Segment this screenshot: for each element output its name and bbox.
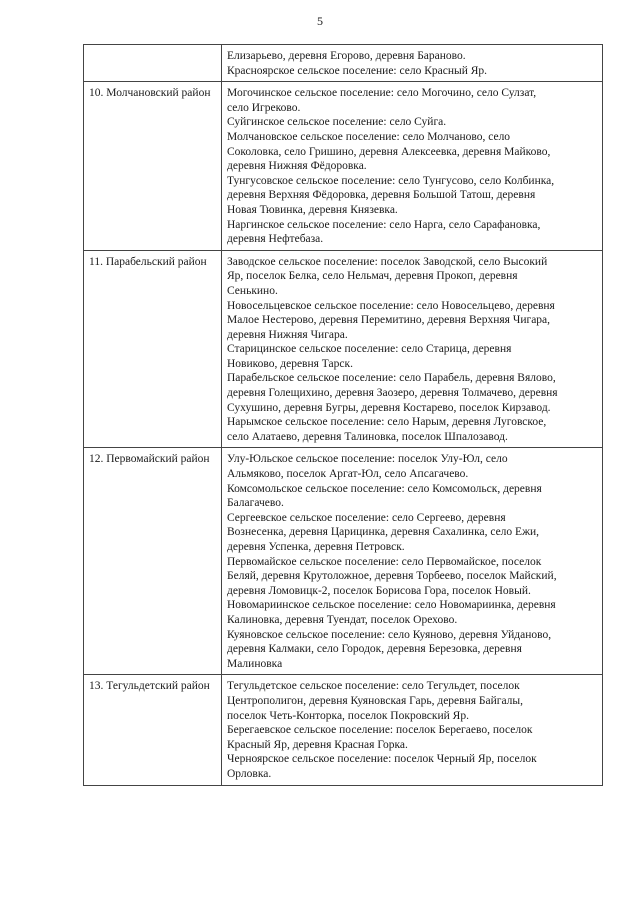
settlement-line: Малое Нестерово, деревня Перемитино, деревня Верхняя Чигара, bbox=[227, 314, 551, 327]
settlement-line: Красный Яр, деревня Красная Горка. bbox=[227, 738, 408, 751]
settlement-line: деревня Калмаки, село Городок, деревня Березовка, деревня bbox=[227, 643, 522, 656]
settlement-line: Тунгусовское сельское поселение: село Тунгусово, село Колбинка, bbox=[227, 174, 555, 187]
settlement-line: деревня Верхняя Фёдоровка, деревня Большой Татош, деревня bbox=[227, 189, 536, 202]
settlement-line: Куяновское сельское поселение: село Куяново, деревня Уйданово, bbox=[227, 628, 552, 641]
settlement-line: Новая Тювинка, деревня Князевка. bbox=[227, 203, 398, 216]
settlement-line: Балагачево. bbox=[227, 497, 284, 510]
settlement-line: Суйгинское сельское поселение: село Суйга. bbox=[227, 116, 447, 129]
settlement-line: Красноярское сельское поселение: село Красный Яр. bbox=[227, 64, 488, 77]
settlement-line: Вознесенка, деревня Царицинка, деревня Сахалинка, село Ежи, bbox=[227, 526, 540, 539]
settlement-line: Соколовка, село Гришино, деревня Алексеевка, деревня Майково, bbox=[227, 145, 551, 158]
settlement-line: Заводское сельское поселение: поселок Заводской, село Высокий bbox=[227, 255, 548, 268]
settlement-line: деревня Нижняя Фёдоровка. bbox=[227, 160, 367, 173]
district-cell: 11. Парабельский район bbox=[84, 250, 222, 448]
settlement-line: Комсомольское сельское поселение: село Комсомольск, деревня bbox=[227, 482, 542, 495]
settlement-line: Черноярское сельское поселение: поселок Черный Яр, поселок bbox=[227, 753, 537, 766]
page-number: 5 bbox=[317, 14, 323, 28]
settlement-line: деревня Ломовицк-2, поселок Борисова Гора, поселок Новый. bbox=[227, 584, 531, 597]
district-cell bbox=[84, 45, 222, 82]
district-cell: 10. Молчановский район bbox=[84, 82, 222, 251]
settlement-line: Молчановское сельское поселение: село Молчаново, село bbox=[227, 130, 511, 143]
district-cell: 13. Тегульдетский район bbox=[84, 675, 222, 785]
settlement-line: деревня Голещихино, деревня Заозеро, деревня Толмачево, деревня bbox=[227, 387, 558, 400]
settlement-line: Орловка. bbox=[227, 767, 272, 780]
settlement-line: Сергеевское сельское поселение: село Сергеево, деревня bbox=[227, 511, 506, 524]
table-row bbox=[84, 675, 603, 785]
settlements-cell bbox=[222, 675, 603, 785]
settlement-line: Калиновка, деревня Туендат, поселок Орехово. bbox=[227, 613, 458, 626]
settlement-line: Старицинское сельское поселение: село Старица, деревня bbox=[227, 343, 512, 356]
settlement-line: деревня Успенка, деревня Петровск. bbox=[227, 541, 405, 553]
settlements-cell bbox=[222, 250, 603, 448]
settlement-line: Новиково, деревня Тарск. bbox=[227, 357, 353, 370]
settlement-line: Центрополигон, деревня Куяновская Гарь, деревня Байгалы, bbox=[227, 694, 524, 707]
settlement-line: Яр, поселок Белка, село Нельмач, деревня Прокоп, деревня bbox=[227, 270, 518, 283]
settlement-line: деревня Нефтебаза. bbox=[227, 233, 324, 246]
settlement-line: село Игреково. bbox=[227, 101, 301, 114]
settlement-line: Тегульдетское сельское поселение: село Тегульдет, поселок bbox=[227, 680, 520, 693]
table-row bbox=[84, 250, 603, 448]
settlements-cell bbox=[222, 45, 603, 82]
settlement-line: Наргинское сельское поселение: село Нарга, село Сарафановка, bbox=[227, 218, 541, 231]
settlement-line: Парабельское сельское поселение: село Парабель, деревня Вялово, bbox=[227, 372, 556, 385]
settlement-line: деревня Нижняя Чигара. bbox=[227, 328, 348, 341]
table-row bbox=[84, 448, 603, 675]
settlement-line: Нарымское сельское поселение: село Нарым, деревня Луговское, bbox=[227, 416, 547, 429]
settlement-line: Новомариинское сельское поселение: село Новомариинка, деревня bbox=[227, 599, 556, 612]
settlements-cell bbox=[222, 82, 603, 251]
settlement-line: Улу-Юльское сельское поселение: поселок Улу-Юл, село bbox=[227, 453, 508, 466]
settlement-line: село Алатаево, деревня Талиновка, поселок Шпалозавод. bbox=[227, 430, 508, 443]
settlement-line: Елизарьево, деревня Егорово, деревня Бараново. bbox=[227, 50, 466, 62]
table-row bbox=[84, 45, 603, 82]
settlements-table bbox=[83, 44, 603, 786]
settlements-cell bbox=[222, 448, 603, 675]
settlement-line: Новосельцевское сельское поселение: село Новосельцево, деревня bbox=[227, 299, 555, 312]
table-row bbox=[84, 82, 603, 251]
district-cell: 12. Первомайский район bbox=[84, 448, 222, 675]
settlement-line: Первомайское сельское поселение: село Первомайское, поселок bbox=[227, 555, 542, 568]
settlement-line: Сенькино. bbox=[227, 284, 278, 297]
settlement-line: Альмяково, поселок Аргат-Юл, село Апсагачево. bbox=[227, 468, 469, 481]
settlement-line: Берегаевское сельское поселение: поселок Берегаево, поселок bbox=[227, 724, 533, 737]
settlement-line: Могочинское сельское поселение: село Могочино, село Сулзат, bbox=[227, 87, 537, 100]
settlement-line: Малиновка bbox=[227, 657, 283, 670]
settlement-line: поселок Четь-Конторка, поселок Покровский Яр. bbox=[227, 709, 469, 722]
settlement-line: Беляй, деревня Крутоложное, деревня Торбеево, поселок Майский, bbox=[227, 570, 557, 583]
settlement-line: Сухушино, деревня Бугры, деревня Костарево, поселок Кирзавод. bbox=[227, 401, 551, 414]
